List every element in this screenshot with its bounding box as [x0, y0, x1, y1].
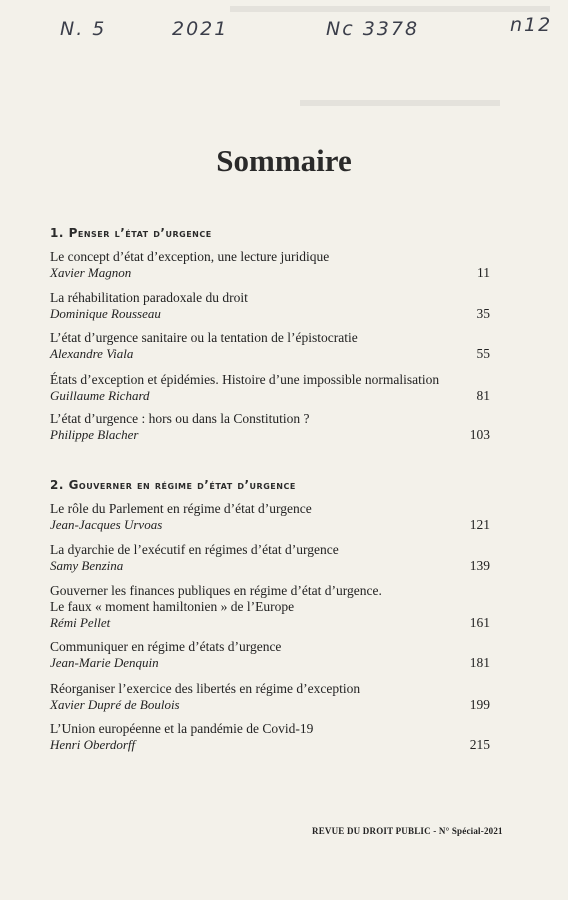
- entry-title-line2: Le faux « moment hamiltonien » de l’Europe: [50, 599, 295, 614]
- toc-entry: [50, 411, 490, 443]
- entry-author: Jean-Jacques Urvoas: [50, 517, 163, 532]
- footer-journal: REVUE DU DROIT PUBLIC - N° Spécial-2021: [312, 826, 503, 836]
- toc-entry: [50, 501, 490, 533]
- toc-entry: [50, 330, 490, 362]
- entry-page: 215: [469, 737, 490, 752]
- entry-page: 11: [477, 265, 490, 280]
- entry-author: Guillaume Richard: [50, 388, 150, 403]
- entry-title: Le concept d’état d’exception, une lecture juridique: [50, 249, 330, 264]
- entry-title: La réhabilitation paradoxale du droit: [50, 290, 248, 305]
- entry-page: 161: [469, 615, 490, 630]
- entry-title: L’état d’urgence sanitaire ou la tentation de l’épistocratie: [50, 330, 358, 345]
- entry-page: 103: [469, 427, 490, 442]
- entry-page: 181: [469, 655, 490, 670]
- bleed-through-mark: [230, 6, 550, 12]
- toc-entry: [50, 542, 490, 574]
- handwritten-call-number: Nc 3378: [326, 18, 420, 40]
- entry-title: Le rôle du Parlement en régime d’état d’urgence: [50, 501, 312, 516]
- toc-entry: [50, 721, 490, 753]
- toc-entry: [50, 372, 490, 404]
- page-title: Sommaire: [216, 143, 352, 178]
- entry-title: L’Union européenne et la pandémie de Covid-19: [50, 721, 314, 736]
- entry-author: Xavier Dupré de Boulois: [50, 697, 180, 712]
- bleed-through-mark: [300, 100, 500, 106]
- toc-entry: [50, 639, 490, 671]
- entry-page: 139: [469, 558, 490, 573]
- entry-page: 55: [476, 346, 490, 361]
- entry-page: 35: [476, 306, 490, 321]
- handwritten-year: 2021: [172, 18, 229, 40]
- handwritten-note: N. 5: [60, 18, 107, 40]
- entry-author: Samy Benzina: [50, 558, 124, 573]
- entry-author: Henri Oberdorff: [50, 737, 136, 752]
- entry-author: Xavier Magnon: [50, 265, 132, 280]
- entry-author: Rémi Pellet: [50, 615, 111, 630]
- toc-entry: [50, 681, 490, 713]
- entry-title: Gouverner les finances publiques en régime d’état d’urgence.: [50, 583, 382, 598]
- entry-page: 121: [469, 517, 490, 532]
- entry-author: Alexandre Viala: [50, 346, 134, 361]
- entry-page: 199: [469, 697, 490, 712]
- entry-title: La dyarchie de l’exécutif en régimes d’état d’urgence: [50, 542, 339, 557]
- entry-author: Jean-Marie Denquin: [50, 655, 159, 670]
- section-heading: 2. Gouverner en régime d’état d’urgence: [50, 478, 296, 492]
- entry-title: Communiquer en régime d’états d’urgence: [50, 639, 282, 654]
- toc-entry: [50, 290, 490, 322]
- toc-entry: [50, 583, 490, 631]
- toc-entry: [50, 249, 490, 281]
- entry-title: L’état d’urgence : hors ou dans la Constitution ?: [50, 411, 310, 426]
- entry-author: Dominique Rousseau: [50, 306, 161, 321]
- entry-page: 81: [476, 388, 490, 403]
- entry-title: États d’exception et épidémies. Histoire d’une impossible normalisation: [50, 372, 440, 387]
- entry-title: Réorganiser l’exercice des libertés en régime d’exception: [50, 681, 361, 696]
- handwritten-corner-note: n12: [510, 14, 553, 36]
- section-heading: 1. Penser l’état d’urgence: [50, 226, 212, 240]
- entry-author: Philippe Blacher: [50, 427, 139, 442]
